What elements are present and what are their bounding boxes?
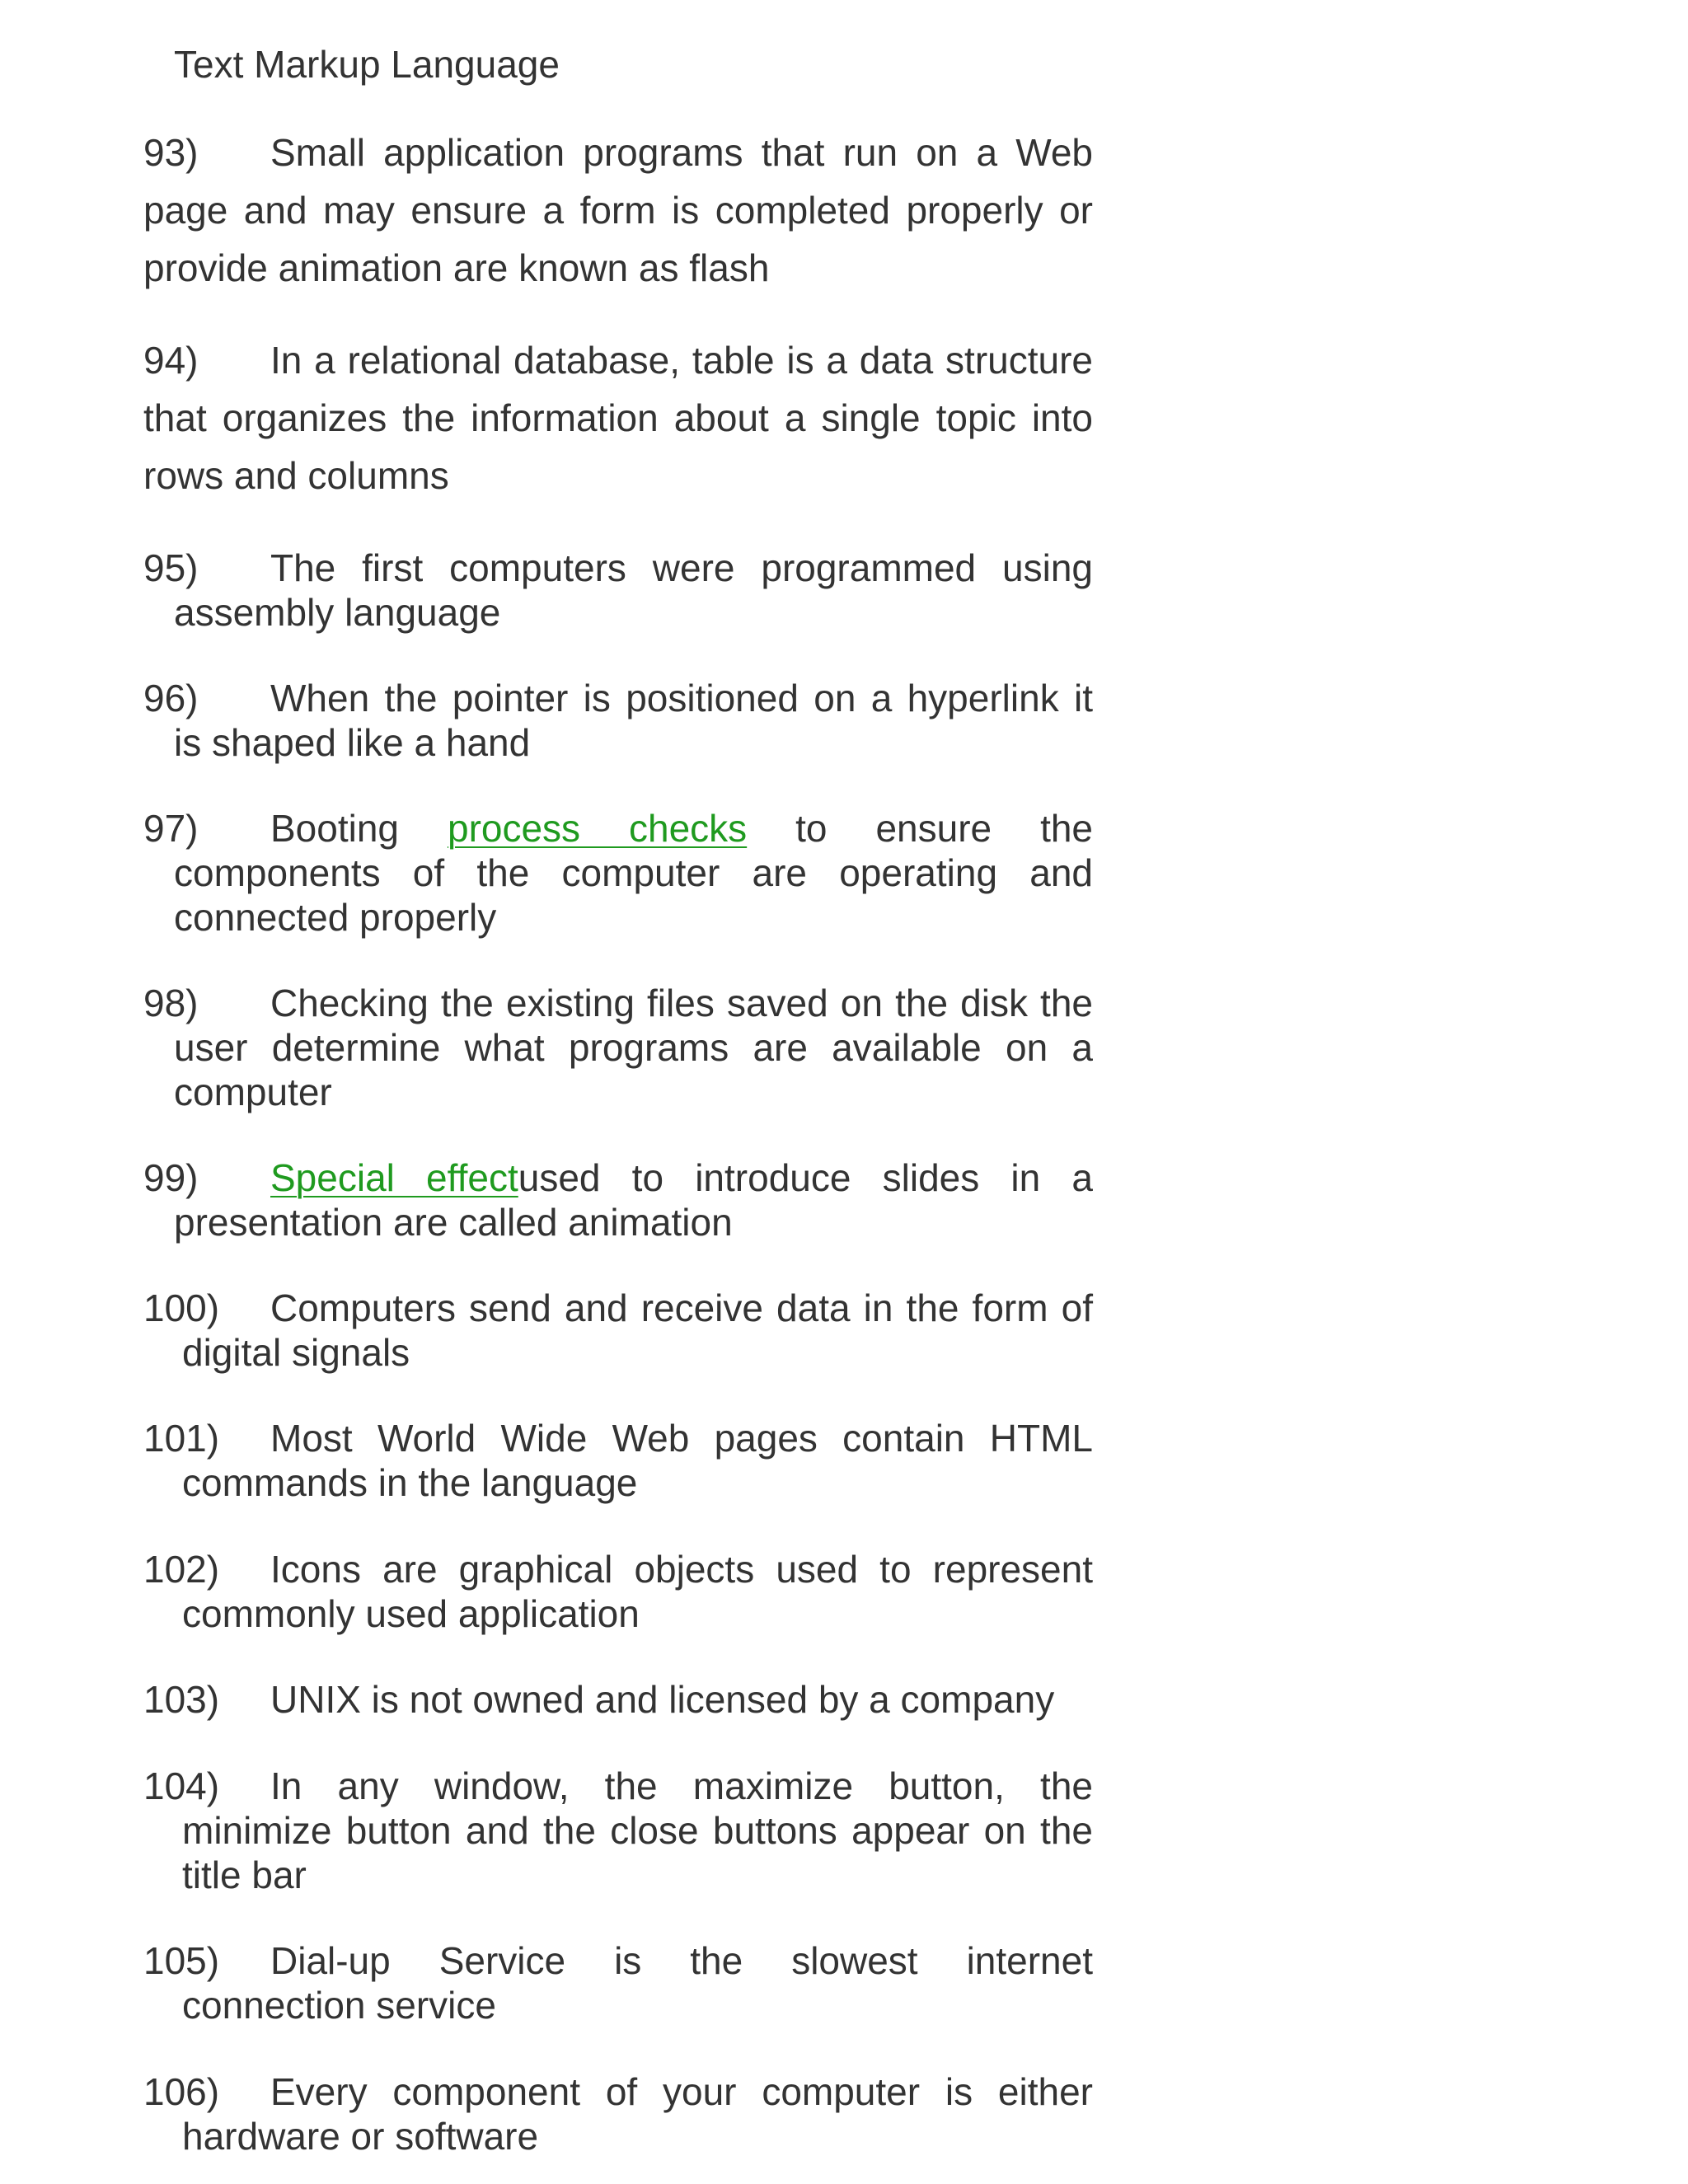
special-effect-link[interactable]: Special effect (270, 1156, 518, 1199)
question-item-101 (143, 1416, 1093, 1505)
question-item-95 (143, 546, 1093, 635)
item-number: 98) (143, 982, 199, 1024)
question-item-98 (143, 981, 1093, 1114)
item-text: Small application programs that run on a Web page and may ensure a form is completed properly or provide animation are known as flash (143, 131, 1093, 289)
question-item-100 (143, 1286, 1093, 1375)
item-number: 105) (143, 1939, 220, 1982)
question-item-104 (143, 1764, 1093, 1897)
item-text: Every component of your computer is either hardware or software (182, 2070, 1093, 2158)
question-item-93 (143, 124, 1093, 297)
item-text: to ensure the components of the computer are operating and connected properly (174, 807, 1094, 939)
question-item-94 (143, 331, 1093, 504)
question-item-103 (143, 1677, 1093, 1722)
item-number: 104) (143, 1765, 220, 1807)
item-text-prefix: Booting (270, 807, 448, 850)
item-number: 106) (143, 2070, 220, 2113)
item-number: 102) (143, 1548, 220, 1591)
item-number: 97) (143, 807, 199, 850)
item-text: Computers send and receive data in the form of digital signals (182, 1286, 1093, 1374)
item-number: 99) (143, 1156, 199, 1199)
item-number: 96) (143, 677, 199, 719)
question-item-96 (143, 676, 1093, 765)
item-number: 103) (143, 1678, 220, 1721)
item-text: In a relational database, table is a data structure that organizes the information about a single topic into rows and columns (143, 339, 1093, 497)
item-text: In any window, the maximize button, the minimize button and the close buttons appear on the title bar (182, 1765, 1093, 1896)
continued-line: Text Markup Language (174, 43, 560, 86)
item-number: 94) (143, 339, 199, 382)
question-item-105 (143, 1938, 1093, 2027)
item-text: Dial-up Service is the slowest internet connection service (182, 1939, 1093, 2027)
process-checks-link[interactable]: process checks (447, 807, 748, 850)
item-number: 100) (143, 1286, 220, 1329)
question-item-99 (143, 1155, 1093, 1244)
item-number: 93) (143, 131, 199, 174)
item-number: 95) (143, 546, 199, 589)
question-item-102 (143, 1547, 1093, 1636)
item-text: When the pointer is positioned on a hyperlink it is shaped like a hand (174, 677, 1093, 764)
item-number: 101) (143, 1417, 220, 1460)
question-item-97 (143, 806, 1093, 940)
item-text: The first computers were programmed using assembly language (174, 546, 1093, 634)
item-text: Most World Wide Web pages contain HTML commands in the language (182, 1417, 1093, 1504)
item-text: used to introduce slides in a presentation are called animation (174, 1156, 1093, 1244)
item-text: UNIX is not owned and licensed by a company (270, 1678, 1055, 1721)
item-text: Checking the existing files saved on the disk the user determine what programs are available on a computer (174, 982, 1093, 1113)
question-item-106 (143, 2069, 1093, 2158)
item-text: Icons are graphical objects used to represent commonly used application (182, 1548, 1093, 1635)
